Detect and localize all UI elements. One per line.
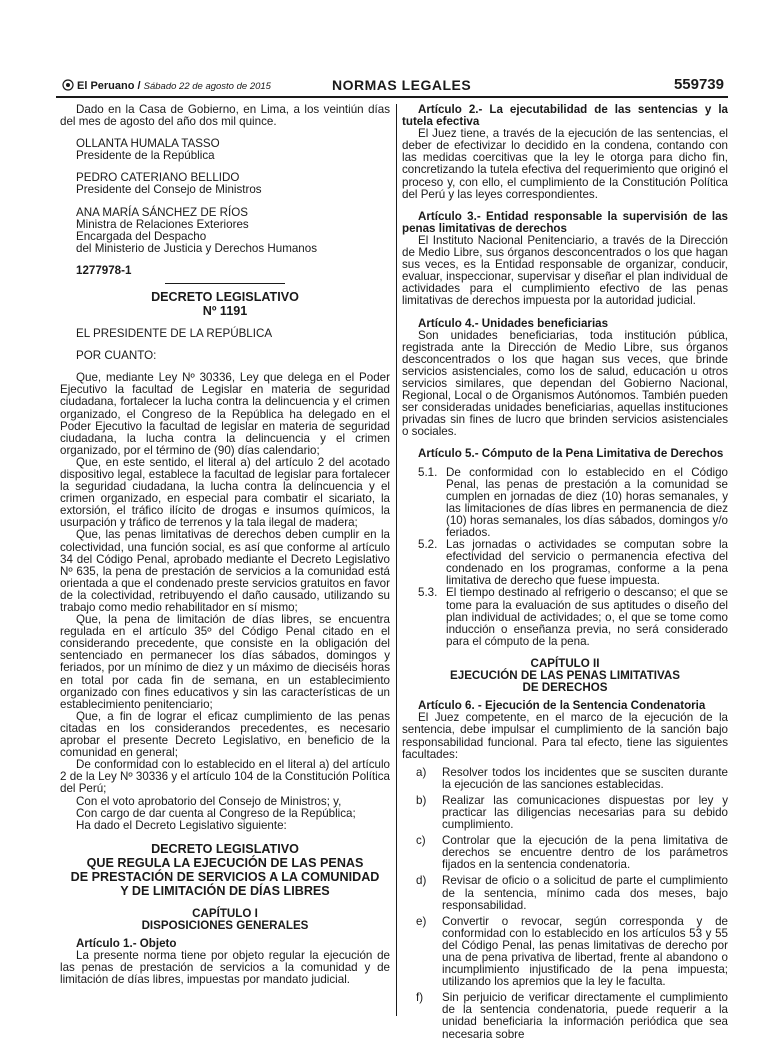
signatory-role: Ministra de Relaciones Exteriores <box>76 217 249 231</box>
item-number: 5.3. <box>418 586 438 600</box>
chapter-heading: CAPÍTULO II <box>530 656 600 670</box>
law-title-line: Y DE LIMITACIÓN DE DÍAS LIBRES <box>120 883 330 898</box>
list-item <box>402 539 728 587</box>
item-text: Resolver todos los incidentes que se susciten durante la ejecución de las sanciones establecidas. <box>442 765 728 791</box>
item-text: De conformidad con lo establecido en el Código Penal, las penas de prestación a la comunidad se cumplen en jornadas de diez (10) horas semanales, y las limitaciones de días libres en permanencia de diez (10) horas semanales, los días sábados, domingos y/o feriados. <box>446 465 728 539</box>
separator-rule <box>165 283 285 284</box>
considerando-paragraph: Ha dado el Decreto Legislativo siguiente: <box>76 818 287 832</box>
signatory-name: OLLANTA HUMALA TASSO <box>76 137 220 151</box>
considerando-paragraph: De conformidad con lo establecido en el literal a) del artículo 2 de la Ley Nº 30336 y el artículo 104 de la Constitución Política del Perú; <box>60 758 390 796</box>
considerando-paragraph: Que, la pena de limitación de días libres, se encuentra regulada en el artículo 35º del Código Penal citado en el considerando precedente, que consiste en la obligación del sentenciado en permanecer los días sábados, domingos y feriados, por un mínimo de diez y un máximo de dieciséis horas en total por cada fin de semana, en un establecimiento organizado con fines educativos y sin las características de un establecimiento penitenciario; <box>60 613 390 711</box>
list-item <box>402 767 728 791</box>
decree-number: Nº 1191 <box>202 304 248 319</box>
item-text: Sin perjuicio de verificar directamente el cumplimiento de la sentencia condenatoria, puede requerir a la unidad beneficiaria la información periódica que sea necesaria sobre <box>442 991 728 1041</box>
considerando-paragraph: Que, las penas limitativas de derechos deben cumplir en la colectividad, una función social, es así que conforme al artículo 34 del Código Penal, aprobado mediante el Decreto Legislativo Nº 635, la pena de prestación de servicios a la comunidad está orientada a que el condenado preste servicios gratuitos en favor de la colectividad, retribuyendo el daño causado, utilizando su trabajo como medio rehabilitador en sí mismo; <box>60 528 390 614</box>
left-column <box>60 104 390 986</box>
article-title: Artículo 4.- Unidades beneficiarias <box>418 316 609 330</box>
page-header <box>56 76 728 98</box>
chapter-name: EJECUCIÓN DE LAS PENAS LIMITATIVAS <box>450 669 680 683</box>
list-item <box>402 835 728 871</box>
considerando-paragraph: Que, en este sentido, el literal a) del artículo 2 del acotado dispositivo legal, establece la facultad de legislar para fortalecer la seguridad ciudadana, la lucha contra la delincuencia y el crimen organizado, en especial para combatir el sicariato, la extorsión, el tráfico ilícito de drogas e insumos químicos, la usurpación y tráfico de terrenos y la tala ilegal de madera; <box>60 455 390 530</box>
article-5-list <box>402 467 728 648</box>
article-text: El Juez competente, en el marco de la ejecución de la sentencia, debe impulsar el cumplimiento de la sanción bajo responsabilidad funcional. Para tal efecto, tiene las siguientes facultades: <box>402 711 728 761</box>
signatory-role: Presidente del Consejo de Ministros <box>76 183 262 197</box>
list-item <box>402 916 728 989</box>
considerando-paragraph: Con cargo de dar cuenta al Congreso de la República; <box>76 806 356 820</box>
considerando-paragraph: Que, a fin de lograr el eficaz cumplimiento de las penas citadas en los considerandos precedentes, es necesario aprobar el presente Decreto Legislativo, en beneficio de la comunidad en general; <box>60 709 390 760</box>
article-title: Artículo 2.- La ejecutabilidad de las sentencias y la tutela efectiva <box>402 103 728 129</box>
list-item <box>402 992 728 1040</box>
article-text: El Instituto Nacional Penitenciario, a través de la Dirección de Medio Libre, sus órganos desconcentrados o los que hagan sus veces, es la Entidad responsable de organizar, conducir, evaluar, inspeccionar, supervisar y diseñar el plan individual de actividades para el cumplimiento efectivo de las penas limitativas de derechos impuesta por la autoridad judicial. <box>402 233 728 308</box>
chapter-name: DE DERECHOS <box>522 681 608 695</box>
signatory-block <box>60 138 390 255</box>
list-item <box>402 467 728 540</box>
chapter-heading: CAPÍTULO I <box>192 906 258 920</box>
decree-title: DECRETO LEGISLATIVO <box>151 290 299 305</box>
article-title: Artículo 5.- Cómputo de la Pena Limitativa de Derechos <box>418 447 724 461</box>
article-title: Artículo 6. - Ejecución de la Sentencia Condenatoria <box>418 699 706 713</box>
item-number: 5.2. <box>418 538 438 552</box>
item-text: Las jornadas o actividades se computan sobre la efectividad del servicio o permanencia efectiva del condenado en los programas, conforme a la pena limitativa de derecho que fuese impuesta. <box>446 538 728 588</box>
article-text: El Juez tiene, a través de la ejecución de las sentencias, el deber de efectivizar lo decidido en la condena, contando con las medidas coercitivas que la ley le otorga para dicho fin, concretizando la tutela efectiva del requerimiento que originó el proceso y, con ello, el cumplimiento de la Constitución Política del Perú y las leyes correspondientes. <box>402 127 728 201</box>
law-title-line: DECRETO LEGISLATIVO <box>151 841 299 856</box>
publication-name: El Peruano <box>77 80 135 92</box>
signatory-name: PEDRO CATERIANO BELLIDO <box>76 171 240 185</box>
item-letter: f) <box>416 991 424 1005</box>
page-number: 559739 <box>673 76 724 93</box>
article-title: Artículo 3.- Entidad responsable la supervisión de las penas limitativas de derechos <box>402 209 728 235</box>
list-item <box>402 795 728 831</box>
signatory-role: del Ministerio de Justicia y Derechos Humanos <box>76 241 317 255</box>
signatory-name: ANA MARÍA SÁNCHEZ DE RÍOS <box>76 205 249 219</box>
item-text: Revisar de oficio o a solicitud de parte el cumplimiento de la sentencia, mínimo cada dos meses, bajo responsabilidad. <box>442 874 728 912</box>
signatory-role: Presidente de la República <box>76 149 215 163</box>
column-divider <box>396 104 397 1016</box>
item-letter: c) <box>416 834 426 848</box>
intro-paragraph: Dado en la Casa de Gobierno, en Lima, a los veintiún días del mes de agosto del año dos mil quince. <box>60 103 390 129</box>
considerando-paragraph: Con el voto aprobatorio del Consejo de Ministros; y, <box>76 794 342 808</box>
item-text: Controlar que la ejecución de la pena limitativa de derechos se encuentre dentro de los parámetros fijados en la sentencia condenatoria. <box>442 834 728 872</box>
list-item <box>402 875 728 911</box>
item-number: 5.1. <box>418 465 438 479</box>
president-line: EL PRESIDENTE DE LA REPÚBLICA <box>76 327 273 341</box>
item-text: Realizar las comunicaciones dispuestas por ley y practicar las diligencias necesarias para su debido cumplimiento. <box>442 793 728 832</box>
law-title-line: DE PRESTACIÓN DE SERVICIOS A LA COMUNIDAD <box>70 869 380 884</box>
item-text: El tiempo destinado al refrigerio o descanso; el que se tome para la evaluación de sus aptitudes o diseño del plan individual de actividades; o, el que se tome como inducción o enseñanza previa, no será considerado para el cómputo de la pena. <box>446 586 728 648</box>
article-text: Son unidades beneficiarias, toda institución pública, registrada ante la Dirección de Medio Libre, sus órganos desconcentrados o los que hagan sus veces, que brinde servicios asistenciales, como los de salud, educación u otros servicios similares, que dependan del Gobierno Nacional, Regional, Local o de Organismos Autónomos. También pueden ser consideradas unidades beneficiarias, aquellas instituciones privadas sin fines de lucro que brinden servicios asistenciales o sociales. <box>402 328 728 439</box>
chapter-name: DISPOSICIONES GENERALES <box>141 918 309 932</box>
item-text: Convertir o revocar, según corresponda y de conformidad con lo establecido en los artículos 53 y 55 del Código Penal, las penas limitativas de derecho por una de pena privativa de libertad, frente al abandono o incumplimiento injustificado de la pena impuesta; utilizando los apremios que la ley le faculta. <box>442 914 728 989</box>
item-letter: e) <box>416 914 427 928</box>
article-text: La presente norma tiene por objeto regular la ejecución de las penas de prestación de servicios a la comunidad y de limitación de días libres, impuestas por mandato judicial. <box>60 949 390 987</box>
por-cuanto: POR CUANTO: <box>76 349 157 363</box>
reference-number: 1277978-1 <box>76 263 132 277</box>
list-item <box>402 587 728 647</box>
considerando-paragraph: Que, mediante Ley Nº 30336, Ley que delega en el Poder Ejecutivo la facultad de Legislar en materia de seguridad ciudadana, fortalecer la lucha contra la delincuencia y el crimen organizado, el Congreso de la República ha delegado en el Poder Ejecutivo la facultad de legislar en materia de seguridad ciudadana, la lucha contra la delincuencia y el crimen organizado, por el término de (90) días calendario; <box>60 371 390 457</box>
item-letter: d) <box>416 874 427 888</box>
signatory-role: Encargada del Despacho <box>76 229 207 243</box>
section-title: NORMAS LEGALES <box>332 77 472 93</box>
article-6-list <box>402 767 728 1041</box>
coat-of-arms-icon <box>62 79 74 91</box>
law-title-line: QUE REGULA LA EJECUCIÓN DE LAS PENAS <box>86 855 364 870</box>
article-title: Artículo 1.- Objeto <box>76 936 177 950</box>
item-letter: a) <box>416 765 427 779</box>
publication-date: Sábado 22 de agosto de 2015 <box>143 81 271 92</box>
right-column <box>402 104 728 1045</box>
item-letter: b) <box>416 793 427 807</box>
publication-logo: El Peruano / Sábado 22 de agosto de 2015 <box>62 79 271 92</box>
